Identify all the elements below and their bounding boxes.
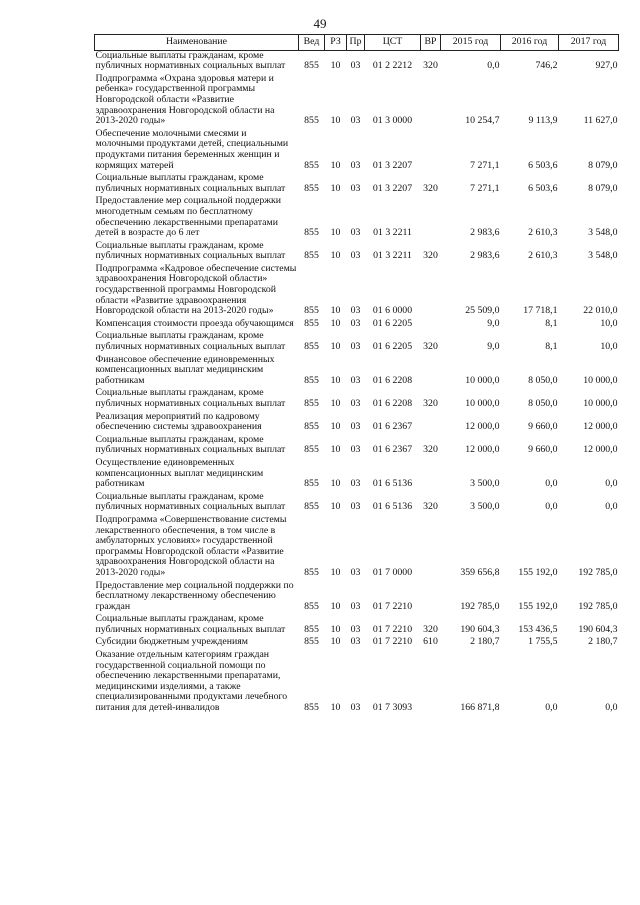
row-pr: 03 (350, 60, 361, 72)
row-rz: 10 (330, 182, 341, 194)
row-2016: 8,1 (545, 341, 558, 353)
row-ved: 855 (304, 159, 319, 171)
table-row (95, 331, 619, 354)
row-vr (421, 515, 441, 581)
row-vr: 320 (423, 501, 438, 513)
row-2017: 190 604,3 (578, 623, 618, 635)
row-pr: 03 (350, 317, 361, 329)
row-2015: 359 656,8 (460, 566, 500, 578)
row-cst: 01 6 2367 (372, 421, 413, 433)
row-2017: 0,0 (605, 501, 618, 513)
row-pr: 03 (350, 159, 361, 171)
row-2017: 3 548,0 (588, 227, 618, 239)
row-rz: 10 (330, 317, 341, 329)
row-cst: 01 3 2207 (372, 182, 413, 194)
row-cst: 01 7 2210 (372, 636, 413, 648)
row-ved: 855 (304, 478, 319, 490)
row-2015: 7 271,1 (470, 159, 500, 171)
row-2017: 8 079,0 (588, 182, 618, 194)
row-ved: 855 (304, 60, 319, 72)
header-row (95, 35, 619, 51)
row-rz: 10 (330, 398, 341, 409)
row-2015: 190 604,3 (460, 623, 500, 635)
table-row (95, 74, 619, 129)
row-2016: 8 050,0 (528, 398, 558, 409)
row-2016: 9 660,0 (528, 444, 558, 456)
row-2015: 3 500,0 (470, 501, 500, 513)
row-vr (421, 129, 441, 173)
row-vr: 320 (423, 623, 438, 635)
column-header-ved: Вед (299, 35, 325, 51)
row-name: Социальные выплаты гражданам, кроме публичных нормативных социальных выплат (95, 172, 286, 194)
row-2017: 0,0 (605, 478, 618, 490)
table-row (95, 515, 619, 581)
row-2015: 2 983,6 (470, 227, 500, 239)
row-name: Обеспечение молочными смесями и молочными продуктами детей, специальными продуктами питания беременных женщин и кормящих матерей (95, 127, 289, 171)
row-2017: 3 548,0 (588, 250, 618, 262)
row-rz: 10 (330, 600, 341, 612)
row-2015: 12 000,0 (465, 444, 500, 456)
row-rz: 10 (330, 60, 341, 72)
row-2015: 166 871,8 (460, 702, 500, 714)
table-row (95, 50, 619, 74)
table-row (95, 129, 619, 173)
row-pr: 03 (350, 600, 361, 612)
row-rz: 10 (330, 374, 341, 386)
row-ved: 855 (304, 305, 319, 317)
row-ved: 855 (304, 421, 319, 433)
row-pr: 03 (350, 227, 361, 239)
row-pr: 03 (350, 421, 361, 433)
table-row (95, 581, 619, 615)
row-2015: 0,0 (487, 60, 500, 72)
row-2016: 0,0 (545, 478, 558, 490)
row-vr (421, 196, 441, 240)
row-vr (421, 74, 441, 129)
row-2016: 6 503,6 (528, 182, 558, 194)
row-cst: 01 6 2205 (372, 341, 413, 353)
row-rz: 10 (330, 227, 341, 239)
row-2016: 9 113,9 (528, 115, 558, 127)
row-pr: 03 (350, 305, 361, 317)
column-header-2017: 2017 год (559, 35, 619, 51)
row-ved: 855 (304, 341, 319, 353)
row-ved: 855 (304, 374, 319, 386)
row-name: Оказание отдельным категориям граждан государственной социальной помощи по обеспечению лекарственными препаратами, медицинскими изделиями, а также специализированными продуктами лечебного питания для детей-инвалидов (95, 649, 288, 714)
table-row (95, 458, 619, 492)
row-2016: 155 192,0 (518, 566, 558, 578)
row-cst: 01 3 2211 (373, 250, 412, 262)
row-pr: 03 (350, 398, 361, 409)
row-name: Предоставление мер социальной поддержки многодетным семьям по бесплатному обеспечению лекарственными препаратами детей в возрасте до 6 лет (95, 195, 282, 239)
row-2015: 192 785,0 (460, 600, 500, 612)
row-rz: 10 (330, 501, 341, 513)
row-cst: 01 6 2208 (372, 374, 413, 386)
row-2016: 1 755,5 (528, 636, 558, 648)
table-row (95, 355, 619, 389)
row-ved: 855 (304, 566, 319, 578)
row-pr: 03 (350, 702, 361, 714)
row-ved: 855 (304, 250, 319, 262)
row-2015: 3 500,0 (470, 478, 500, 490)
row-vr: 320 (423, 444, 438, 456)
row-rz: 10 (330, 421, 341, 433)
row-cst: 01 6 0000 (372, 305, 413, 317)
row-name: Социальные выплаты гражданам, кроме публичных нормативных социальных выплат (95, 613, 286, 635)
row-vr: 610 (423, 636, 438, 648)
row-rz: 10 (330, 341, 341, 353)
row-vr: 320 (423, 341, 438, 353)
table-row (95, 412, 619, 435)
row-cst: 01 6 2205 (372, 317, 413, 329)
row-name: Социальные выплаты гражданам, кроме публичных нормативных социальных выплат (95, 490, 286, 513)
row-name: Социальные выплаты гражданам, кроме публичных нормативных социальных выплат (95, 433, 286, 456)
row-rz: 10 (330, 566, 341, 578)
column-header-cst: ЦСТ (365, 35, 421, 51)
row-ved: 855 (304, 702, 319, 714)
row-2016: 746,2 (535, 60, 558, 72)
table-row (95, 264, 619, 319)
row-rz: 10 (330, 623, 341, 635)
row-ved: 855 (304, 623, 319, 635)
row-name: Реализация мероприятий по кадровому обеспечению системы здравоохранения (95, 410, 262, 433)
row-rz: 10 (330, 444, 341, 456)
row-name: Социальные выплаты гражданам, кроме публичных нормативных социальных выплат (95, 49, 286, 72)
row-2017: 10 000,0 (583, 374, 618, 386)
row-2015: 2 180,7 (470, 636, 500, 648)
row-2016: 153 436,5 (518, 623, 558, 635)
row-cst: 01 7 2210 (372, 600, 413, 612)
row-2015: 12 000,0 (465, 421, 500, 433)
row-2016: 155 192,0 (518, 600, 558, 612)
row-pr: 03 (350, 501, 361, 513)
table-row (95, 492, 619, 515)
row-rz: 10 (330, 250, 341, 262)
row-ved: 855 (304, 115, 319, 127)
row-2017: 22 010,0 (583, 305, 618, 317)
row-pr: 03 (350, 636, 361, 648)
row-vr: 320 (423, 60, 438, 72)
row-cst: 01 6 5136 (372, 478, 413, 490)
row-2016: 8,1 (545, 317, 558, 329)
row-vr: 320 (423, 182, 438, 194)
row-name: Подпрограмма «Совершенствование системы лекарственного обеспечения, в том числе в амбулаторных условиях» государственной программы Новгородской области «Развитие здравоохранения Новгородской области на 2013-2020 годы» (95, 513, 287, 578)
row-rz: 10 (330, 159, 341, 171)
row-cst: 01 7 3093 (372, 702, 413, 714)
row-name: Финансовое обеспечение единовременных компенсационных выплат медицинским работникам (95, 353, 275, 386)
row-rz: 10 (330, 478, 341, 490)
row-cst: 01 6 2208 (372, 398, 413, 409)
row-vr: 320 (423, 398, 438, 409)
row-2017: 0,0 (605, 702, 618, 714)
row-2016: 17 718,1 (523, 305, 558, 317)
row-pr: 03 (350, 478, 361, 490)
row-2015: 2 983,6 (470, 250, 500, 262)
row-vr (421, 581, 441, 615)
row-2016: 0,0 (545, 702, 558, 714)
row-vr (421, 355, 441, 389)
row-2015: 9,0 (487, 317, 500, 329)
row-name: Осуществление единовременных компенсационных выплат медицинским работникам (95, 456, 264, 490)
row-name: Социальные выплаты гражданам, кроме публичных нормативных социальных выплат (95, 387, 286, 409)
page-number: 49 (313, 16, 327, 31)
row-2015: 9,0 (487, 341, 500, 353)
row-2015: 25 509,0 (465, 305, 500, 317)
row-pr: 03 (350, 250, 361, 262)
row-2017: 12 000,0 (583, 421, 618, 433)
row-2015: 10 000,0 (465, 398, 500, 409)
row-ved: 855 (304, 600, 319, 612)
row-vr (421, 412, 441, 435)
row-2016: 2 610,3 (528, 250, 558, 262)
row-ved: 855 (304, 444, 319, 456)
row-2017: 192 785,0 (578, 600, 618, 612)
row-pr: 03 (350, 566, 361, 578)
column-header-name: Наименование (95, 35, 299, 51)
table-row (95, 196, 619, 240)
row-vr: 320 (423, 250, 438, 262)
row-cst: 01 3 2211 (373, 227, 412, 239)
row-pr: 03 (350, 374, 361, 386)
row-pr: 03 (350, 341, 361, 353)
row-name: Компенсация стоимости проезда обучающимся (95, 317, 294, 329)
row-ved: 855 (304, 182, 319, 194)
row-pr: 03 (350, 115, 361, 127)
row-2015: 7 271,1 (470, 182, 500, 194)
row-cst: 01 7 0000 (372, 566, 413, 578)
row-2017: 11 627,0 (583, 115, 618, 127)
budget-table (94, 34, 619, 716)
row-name: Предоставление мер социальной поддержки по бесплатному лекарственному обеспечению граждан (95, 579, 294, 612)
row-name: Субсидии бюджетным учреждениям (95, 636, 248, 648)
row-2016: 0,0 (545, 501, 558, 513)
table-row (95, 388, 619, 411)
row-vr (421, 650, 441, 716)
row-2017: 192 785,0 (578, 566, 618, 578)
row-2017: 10 000,0 (583, 398, 618, 409)
table-row (95, 614, 619, 637)
row-ved: 855 (304, 227, 319, 239)
row-rz: 10 (330, 305, 341, 317)
row-2016: 8 050,0 (528, 374, 558, 386)
row-vr (421, 458, 441, 492)
table-row (95, 241, 619, 264)
row-pr: 03 (350, 444, 361, 456)
row-cst: 01 6 5136 (372, 501, 413, 513)
row-cst: 01 3 2207 (372, 159, 413, 171)
column-header-pr: Пр (347, 35, 365, 51)
table-row (95, 435, 619, 458)
row-2017: 8 079,0 (588, 159, 618, 171)
row-pr: 03 (350, 182, 361, 194)
row-2017: 10,0 (600, 317, 618, 329)
row-cst: 01 6 2367 (372, 444, 413, 456)
row-2016: 6 503,6 (528, 159, 558, 171)
row-rz: 10 (330, 702, 341, 714)
row-cst: 01 2 2212 (372, 60, 413, 72)
row-rz: 10 (330, 115, 341, 127)
row-2017: 927,0 (595, 60, 618, 72)
table-row (95, 650, 619, 716)
column-header-rz: РЗ (325, 35, 347, 51)
row-rz: 10 (330, 636, 341, 648)
row-pr: 03 (350, 623, 361, 635)
row-ved: 855 (304, 636, 319, 648)
row-name: Социальные выплаты гражданам, кроме публичных нормативных социальных выплат (95, 330, 286, 353)
table-row (95, 173, 619, 196)
row-vr (421, 264, 441, 319)
column-header-2016: 2016 год (501, 35, 559, 51)
row-cst: 01 3 0000 (372, 115, 413, 127)
row-vr (421, 319, 441, 332)
row-2016: 2 610,3 (528, 227, 558, 239)
row-ved: 855 (304, 501, 319, 513)
row-2017: 12 000,0 (583, 444, 618, 456)
row-cst: 01 7 2210 (372, 623, 413, 635)
column-header-vr: ВР (421, 35, 441, 51)
row-name: Подпрограмма «Кадровое обеспечение системы здравоохранения Новгородской области» государственной программы Новгородской области «Развитие здравоохранения Новгородской области на 2013-2020 годы» (95, 262, 297, 317)
row-ved: 855 (304, 317, 319, 329)
row-ved: 855 (304, 398, 319, 409)
row-2015: 10 254,7 (465, 115, 500, 127)
row-name: Социальные выплаты гражданам, кроме публичных нормативных социальных выплат (95, 239, 286, 262)
column-header-2015: 2015 год (441, 35, 501, 51)
row-2017: 10,0 (600, 341, 618, 353)
row-2017: 2 180,7 (588, 636, 618, 648)
row-name: Подпрограмма «Охрана здоровья матери и ребенка» государственной программы Новгородской области «Развитие здравоохранения Новгородской области на 2013-2020 годы» (95, 72, 275, 127)
row-2016: 9 660,0 (528, 421, 558, 433)
row-2015: 10 000,0 (465, 374, 500, 386)
